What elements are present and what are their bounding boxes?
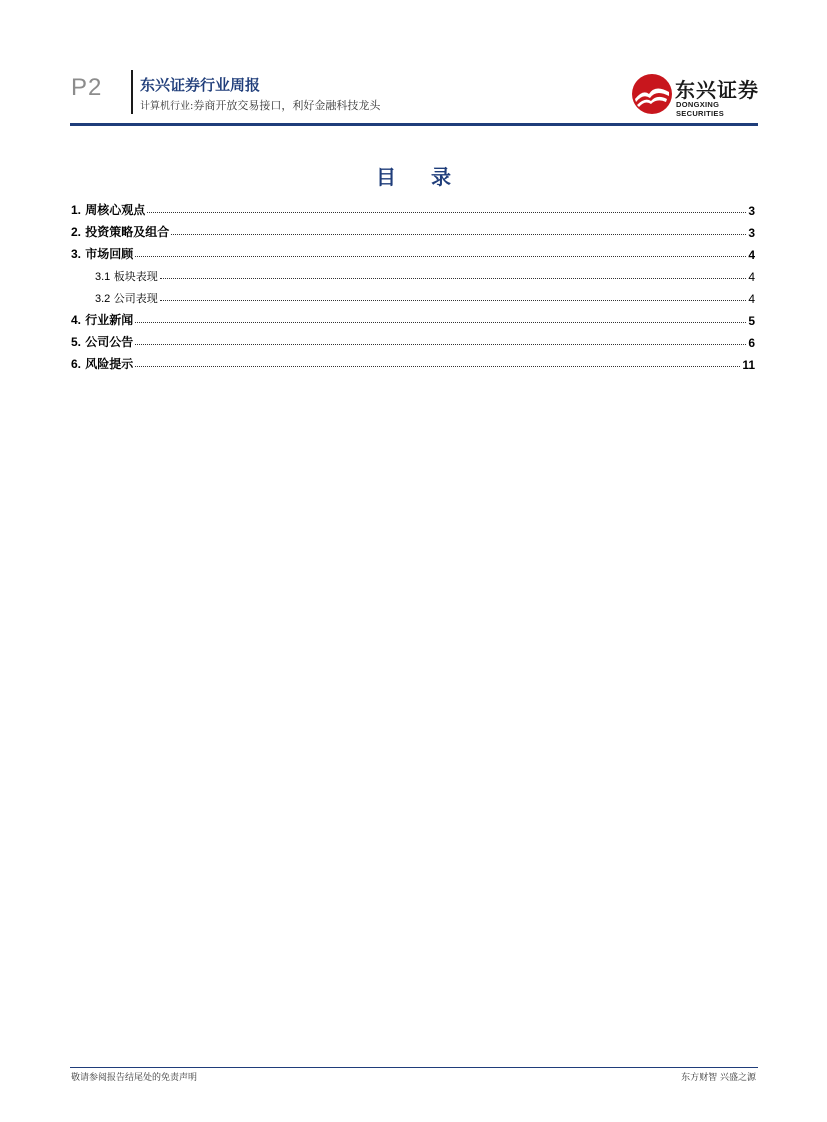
logo-english-name: DONGXING SECURITIES [676,100,725,118]
footer-slogan: 东方财智 兴盛之源 [681,1073,756,1083]
subtitle-prefix: 计算机行业: [140,101,194,112]
header-divider [131,70,133,114]
logo-mark-icon [630,72,674,116]
toc-entry-3-1[interactable] [71,262,755,284]
toc-leader-dots [135,366,740,367]
toc-entry-1[interactable] [71,196,755,218]
toc-leader-dots [135,256,746,257]
page-number: P2 [71,74,103,101]
company-logo [630,72,765,116]
toc-entry-label: 1. 周核心观点 [71,203,146,217]
toc-entry-label: 6. 风险提示 [71,357,134,371]
report-subtitle [140,97,380,113]
toc-entry-2[interactable] [71,218,755,240]
toc-entry-label: 3.1 板块表现 [95,270,158,283]
toc-entry-3-2[interactable] [71,284,755,306]
toc-entry-label: 2. 投资策略及组合 [71,225,170,239]
toc-entry-label: 3.2 公司表现 [95,292,158,305]
toc-entry-4[interactable] [71,306,755,328]
toc-leader-dots [171,234,746,235]
toc-entry-page: 5 [748,314,755,328]
toc-entry-3[interactable] [71,240,755,262]
header-rule [70,123,758,126]
toc-entry-5[interactable] [71,328,755,350]
toc-leader-dots [160,300,747,301]
logo-chinese-name: 东兴证券 [675,78,759,102]
toc-entry-6[interactable] [71,350,755,372]
toc-leader-dots [135,344,746,345]
page-header [0,0,827,130]
toc-entry-label: 5. 公司公告 [71,335,134,349]
toc-entry-label: 4. 行业新闻 [71,313,134,327]
toc-leader-dots [160,278,747,279]
toc-entry-page: 3 [748,204,755,218]
toc-entry-page: 4 [748,248,755,262]
footer-rule [70,1067,758,1068]
toc-leader-dots [135,322,746,323]
toc-leader-dots [147,212,746,213]
toc-entry-label: 3. 市场回顾 [71,247,134,261]
toc-entry-page: 3 [748,226,755,240]
toc-entry-page: 4 [748,292,755,306]
footer-disclaimer: 敬请参阅报告结尾处的免责声明 [71,1073,198,1083]
toc-entry-page: 6 [748,336,755,350]
report-title: 东兴证券行业周报 [140,76,261,94]
toc-title: 目 录 [376,165,465,189]
table-of-contents [71,196,755,372]
subtitle-text: 券商开放交易接口，利好金融科技龙头 [193,99,381,112]
toc-entry-page: 11 [742,358,755,372]
toc-entry-page: 4 [748,270,755,284]
